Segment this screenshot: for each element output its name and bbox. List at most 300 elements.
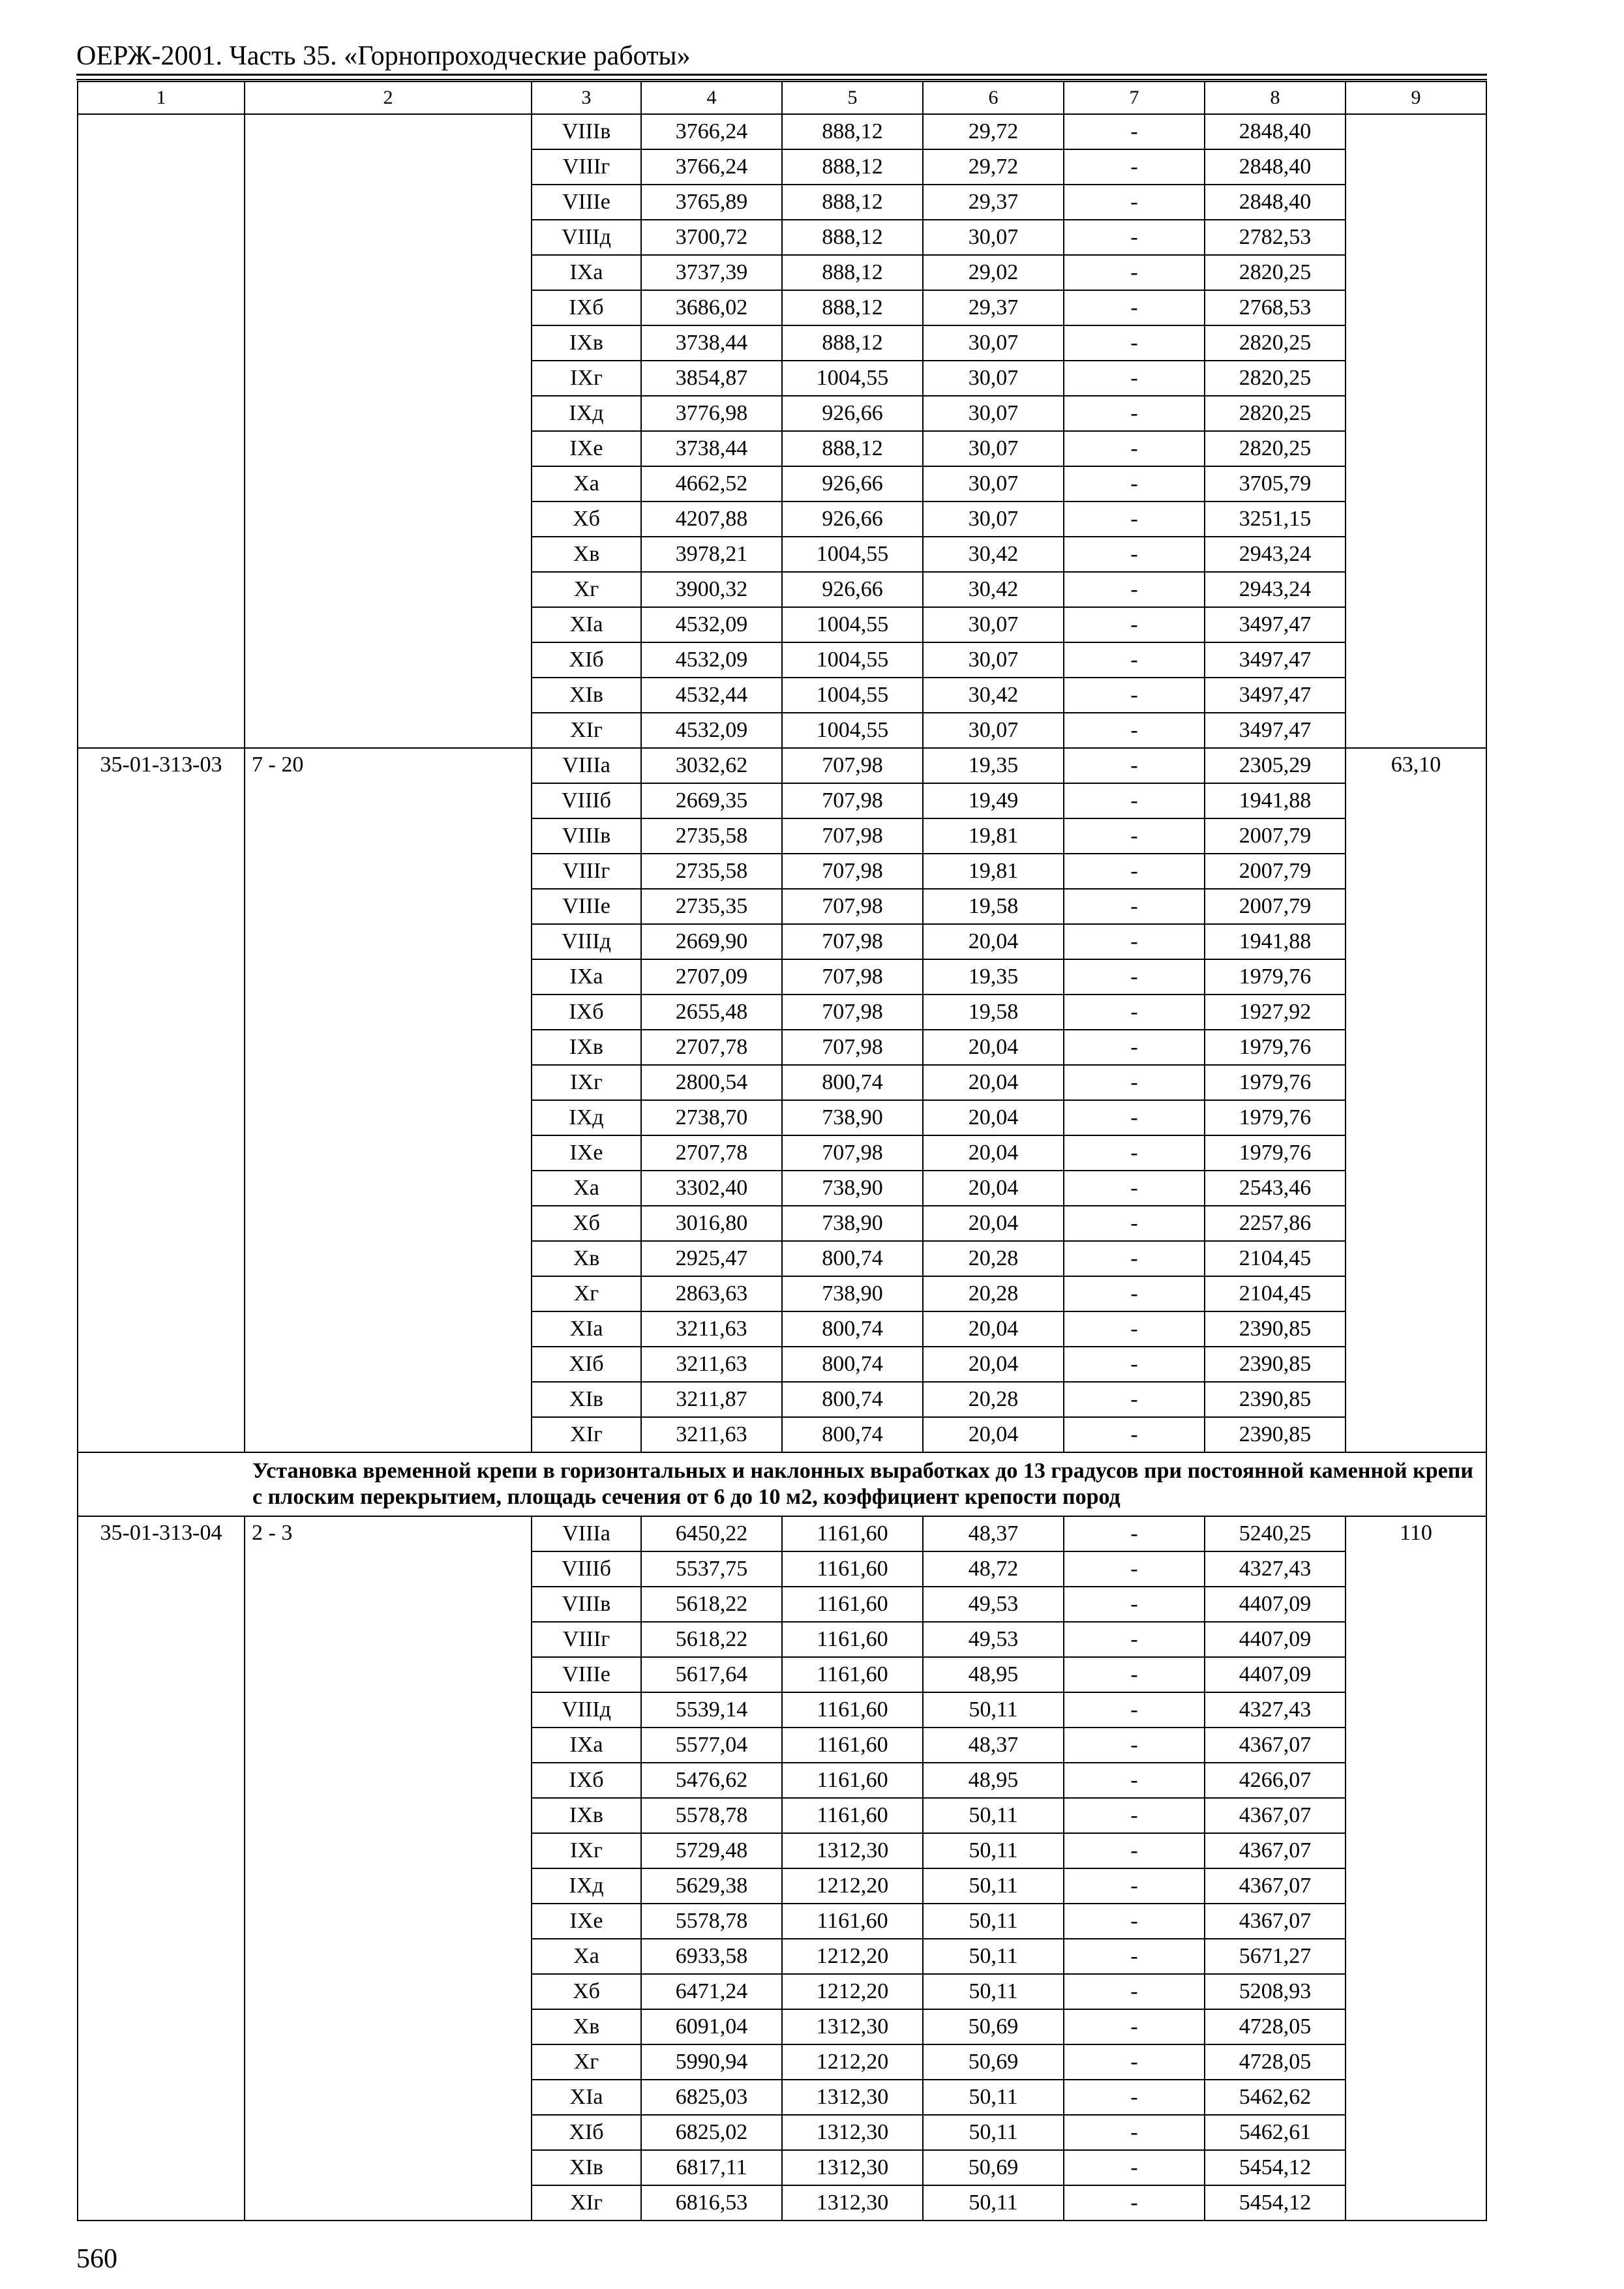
materials-cost: 2543,46 bbox=[1205, 1171, 1346, 1206]
materials-cost: 2848,40 bbox=[1205, 185, 1346, 220]
total-cost: 3776,98 bbox=[641, 396, 782, 431]
machine-cost: 19,58 bbox=[923, 995, 1064, 1030]
region-code: Xв bbox=[532, 1241, 641, 1276]
driver-wages: - bbox=[1064, 1206, 1205, 1241]
total-cost: 4532,09 bbox=[641, 642, 782, 678]
materials-cost: 2820,25 bbox=[1205, 361, 1346, 396]
region-code: IXд bbox=[532, 1868, 641, 1904]
price-table bbox=[77, 81, 1487, 2221]
total-cost: 5537,75 bbox=[641, 1551, 782, 1587]
driver-wages: - bbox=[1064, 2185, 1205, 2221]
driver-wages: - bbox=[1064, 1798, 1205, 1833]
driver-wages: - bbox=[1064, 854, 1205, 889]
driver-wages: - bbox=[1064, 255, 1205, 290]
wages: 926,66 bbox=[782, 466, 923, 501]
materials-cost: 1979,76 bbox=[1205, 959, 1346, 995]
region-code: VIIIе bbox=[532, 185, 641, 220]
region-code: IXг bbox=[532, 1833, 641, 1868]
driver-wages: - bbox=[1064, 1939, 1205, 1974]
machine-cost: 50,11 bbox=[923, 2185, 1064, 2221]
region-code: XIг bbox=[532, 713, 641, 748]
materials-cost: 5454,12 bbox=[1205, 2150, 1346, 2185]
region-code: IXа bbox=[532, 255, 641, 290]
driver-wages: - bbox=[1064, 2009, 1205, 2044]
wages: 707,98 bbox=[782, 854, 923, 889]
column-number: 4 bbox=[641, 82, 782, 114]
header-rule bbox=[76, 74, 1487, 76]
machine-cost: 20,04 bbox=[923, 1135, 1064, 1171]
machine-cost: 50,11 bbox=[923, 1798, 1064, 1833]
materials-cost: 1979,76 bbox=[1205, 1100, 1346, 1135]
wages: 1212,20 bbox=[782, 2044, 923, 2080]
driver-wages: - bbox=[1064, 1276, 1205, 1311]
machine-cost: 19,81 bbox=[923, 818, 1064, 854]
column-number: 6 bbox=[923, 82, 1064, 114]
column-number: 7 bbox=[1064, 82, 1205, 114]
materials-cost: 2104,45 bbox=[1205, 1276, 1346, 1311]
wages: 800,74 bbox=[782, 1417, 923, 1452]
region-code: XIа bbox=[532, 607, 641, 642]
region-code: XIб bbox=[532, 642, 641, 678]
driver-wages: - bbox=[1064, 748, 1205, 783]
machine-cost: 30,07 bbox=[923, 501, 1064, 537]
machine-cost: 29,72 bbox=[923, 149, 1064, 185]
machine-cost: 20,04 bbox=[923, 1171, 1064, 1206]
materials-cost: 5208,93 bbox=[1205, 1974, 1346, 2009]
region-code: XIа bbox=[532, 2080, 641, 2115]
driver-wages: - bbox=[1064, 2080, 1205, 2115]
driver-wages: - bbox=[1064, 290, 1205, 325]
wages: 707,98 bbox=[782, 959, 923, 995]
driver-wages: - bbox=[1064, 1382, 1205, 1417]
wages: 1161,60 bbox=[782, 1728, 923, 1763]
region-code: VIIIд bbox=[532, 924, 641, 959]
materials-cost: 4407,09 bbox=[1205, 1622, 1346, 1657]
materials-cost: 3497,47 bbox=[1205, 642, 1346, 678]
wages: 1004,55 bbox=[782, 361, 923, 396]
section-spacer-cell bbox=[78, 1452, 245, 1516]
total-cost: 2707,78 bbox=[641, 1030, 782, 1065]
total-cost: 3700,72 bbox=[641, 220, 782, 255]
region-code: VIIIб bbox=[532, 1551, 641, 1587]
region-code: VIIIг bbox=[532, 1622, 641, 1657]
region-code: Xв bbox=[532, 2009, 641, 2044]
machine-cost: 20,04 bbox=[923, 1347, 1064, 1382]
materials-cost: 3497,47 bbox=[1205, 713, 1346, 748]
region-code: IXв bbox=[532, 1030, 641, 1065]
region-code: XIб bbox=[532, 2115, 641, 2150]
region-code: VIIIв bbox=[532, 818, 641, 854]
total-cost: 3766,24 bbox=[641, 149, 782, 185]
total-cost: 5577,04 bbox=[641, 1728, 782, 1763]
materials-cost: 2104,45 bbox=[1205, 1241, 1346, 1276]
table-row bbox=[78, 1516, 1486, 1551]
machine-cost: 29,37 bbox=[923, 290, 1064, 325]
wages: 738,90 bbox=[782, 1100, 923, 1135]
region-code: Xа bbox=[532, 1939, 641, 1974]
materials-cost: 2768,53 bbox=[1205, 290, 1346, 325]
driver-wages: - bbox=[1064, 1100, 1205, 1135]
total-cost: 3738,44 bbox=[641, 431, 782, 466]
materials-cost: 2820,25 bbox=[1205, 396, 1346, 431]
machine-cost: 30,07 bbox=[923, 466, 1064, 501]
materials-cost: 5462,61 bbox=[1205, 2115, 1346, 2150]
hardness-range bbox=[245, 114, 532, 748]
wages: 888,12 bbox=[782, 431, 923, 466]
driver-wages: - bbox=[1064, 2044, 1205, 2080]
total-cost: 3766,24 bbox=[641, 114, 782, 149]
driver-wages: - bbox=[1064, 889, 1205, 924]
wages: 1212,20 bbox=[782, 1939, 923, 1974]
driver-wages: - bbox=[1064, 818, 1205, 854]
materials-cost: 3251,15 bbox=[1205, 501, 1346, 537]
machine-cost: 19,49 bbox=[923, 783, 1064, 818]
hardness-range: 7 - 20 bbox=[245, 748, 532, 1452]
table-body bbox=[78, 82, 1486, 2221]
table-row bbox=[78, 114, 1486, 149]
total-cost: 6933,58 bbox=[641, 1939, 782, 1974]
column-number-row bbox=[78, 82, 1486, 114]
wages: 888,12 bbox=[782, 325, 923, 361]
region-code: VIIIд bbox=[532, 220, 641, 255]
materials-cost: 2390,85 bbox=[1205, 1311, 1346, 1347]
wages: 926,66 bbox=[782, 396, 923, 431]
materials-cost: 4407,09 bbox=[1205, 1587, 1346, 1622]
machine-cost: 20,04 bbox=[923, 1065, 1064, 1100]
materials-cost: 4367,07 bbox=[1205, 1833, 1346, 1868]
wages: 800,74 bbox=[782, 1382, 923, 1417]
machine-cost: 20,04 bbox=[923, 1206, 1064, 1241]
region-code: IXд bbox=[532, 1100, 641, 1135]
materials-cost: 2305,29 bbox=[1205, 748, 1346, 783]
region-code: IXг bbox=[532, 1065, 641, 1100]
wages: 888,12 bbox=[782, 290, 923, 325]
column-number: 9 bbox=[1346, 82, 1486, 114]
driver-wages: - bbox=[1064, 1904, 1205, 1939]
region-code: VIIIг bbox=[532, 854, 641, 889]
total-cost: 2863,63 bbox=[641, 1276, 782, 1311]
materials-cost: 2943,24 bbox=[1205, 537, 1346, 572]
machine-cost: 19,58 bbox=[923, 889, 1064, 924]
wages: 800,74 bbox=[782, 1241, 923, 1276]
materials-cost: 5240,25 bbox=[1205, 1516, 1346, 1551]
wages: 707,98 bbox=[782, 748, 923, 783]
wages: 1312,30 bbox=[782, 2185, 923, 2221]
wages: 800,74 bbox=[782, 1347, 923, 1382]
materials-cost: 1941,88 bbox=[1205, 783, 1346, 818]
total-cost: 5578,78 bbox=[641, 1904, 782, 1939]
machine-cost: 30,07 bbox=[923, 642, 1064, 678]
total-cost: 5476,62 bbox=[641, 1763, 782, 1798]
header-rule-secondary bbox=[76, 79, 1487, 80]
machine-cost: 30,42 bbox=[923, 572, 1064, 607]
materials-cost: 2943,24 bbox=[1205, 572, 1346, 607]
materials-cost: 2848,40 bbox=[1205, 149, 1346, 185]
region-code: VIIIг bbox=[532, 149, 641, 185]
materials-cost: 2007,79 bbox=[1205, 889, 1346, 924]
region-code: IXв bbox=[532, 1798, 641, 1833]
machine-cost: 50,69 bbox=[923, 2009, 1064, 2044]
materials-cost: 4728,05 bbox=[1205, 2009, 1346, 2044]
column-number: 5 bbox=[782, 82, 923, 114]
driver-wages: - bbox=[1064, 1692, 1205, 1728]
wages: 1161,60 bbox=[782, 1798, 923, 1833]
region-code: Xб bbox=[532, 1974, 641, 2009]
region-code: XIв bbox=[532, 678, 641, 713]
total-cost: 5618,22 bbox=[641, 1622, 782, 1657]
materials-cost: 2820,25 bbox=[1205, 325, 1346, 361]
wages: 888,12 bbox=[782, 220, 923, 255]
materials-cost: 2848,40 bbox=[1205, 114, 1346, 149]
wages: 1161,60 bbox=[782, 1587, 923, 1622]
machine-cost: 48,37 bbox=[923, 1728, 1064, 1763]
driver-wages: - bbox=[1064, 607, 1205, 642]
wages: 800,74 bbox=[782, 1311, 923, 1347]
materials-cost: 3497,47 bbox=[1205, 607, 1346, 642]
wages: 1161,60 bbox=[782, 1763, 923, 1798]
total-cost: 4532,09 bbox=[641, 607, 782, 642]
machine-cost: 20,28 bbox=[923, 1276, 1064, 1311]
region-code: IXд bbox=[532, 396, 641, 431]
total-cost: 5617,64 bbox=[641, 1657, 782, 1692]
total-cost: 2655,48 bbox=[641, 995, 782, 1030]
total-cost: 5629,38 bbox=[641, 1868, 782, 1904]
materials-cost: 4407,09 bbox=[1205, 1657, 1346, 1692]
page-number: 560 bbox=[76, 2244, 117, 2274]
materials-cost: 3705,79 bbox=[1205, 466, 1346, 501]
total-cost: 2735,35 bbox=[641, 889, 782, 924]
driver-wages: - bbox=[1064, 924, 1205, 959]
region-code: Xг bbox=[532, 2044, 641, 2080]
machine-cost: 29,37 bbox=[923, 185, 1064, 220]
driver-wages: - bbox=[1064, 572, 1205, 607]
machine-cost: 48,95 bbox=[923, 1763, 1064, 1798]
region-code: IXе bbox=[532, 1904, 641, 1939]
wages: 1004,55 bbox=[782, 607, 923, 642]
total-cost: 2738,70 bbox=[641, 1100, 782, 1135]
machine-cost: 49,53 bbox=[923, 1587, 1064, 1622]
machine-cost: 30,42 bbox=[923, 678, 1064, 713]
total-cost: 4662,52 bbox=[641, 466, 782, 501]
total-cost: 5990,94 bbox=[641, 2044, 782, 2080]
region-code: Xг bbox=[532, 572, 641, 607]
materials-cost: 2390,85 bbox=[1205, 1382, 1346, 1417]
driver-wages: - bbox=[1064, 1622, 1205, 1657]
driver-wages: - bbox=[1064, 361, 1205, 396]
region-code: IXб bbox=[532, 290, 641, 325]
region-code: VIIIе bbox=[532, 889, 641, 924]
rate-code: 35-01-313-03 bbox=[78, 748, 245, 1452]
region-code: VIIIа bbox=[532, 1516, 641, 1551]
wages: 1312,30 bbox=[782, 2009, 923, 2044]
rate-code: 35-01-313-04 bbox=[78, 1516, 245, 2221]
column-number: 3 bbox=[532, 82, 641, 114]
total-cost: 2800,54 bbox=[641, 1065, 782, 1100]
total-cost: 3211,63 bbox=[641, 1311, 782, 1347]
wages: 1004,55 bbox=[782, 537, 923, 572]
wages: 1161,60 bbox=[782, 1904, 923, 1939]
driver-wages: - bbox=[1064, 185, 1205, 220]
column-number: 8 bbox=[1205, 82, 1346, 114]
wages: 738,90 bbox=[782, 1206, 923, 1241]
machine-cost: 50,11 bbox=[923, 1868, 1064, 1904]
wages: 707,98 bbox=[782, 924, 923, 959]
region-code: Xг bbox=[532, 1276, 641, 1311]
materials-cost: 4266,07 bbox=[1205, 1763, 1346, 1798]
machine-cost: 48,95 bbox=[923, 1657, 1064, 1692]
machine-cost: 50,11 bbox=[923, 1904, 1064, 1939]
materials-cost: 2257,86 bbox=[1205, 1206, 1346, 1241]
machine-cost: 50,11 bbox=[923, 1692, 1064, 1728]
total-cost: 3016,80 bbox=[641, 1206, 782, 1241]
region-code: IXе bbox=[532, 431, 641, 466]
wages: 1004,55 bbox=[782, 642, 923, 678]
materials-cost: 4327,43 bbox=[1205, 1692, 1346, 1728]
region-code: IXв bbox=[532, 325, 641, 361]
wages: 1312,30 bbox=[782, 2080, 923, 2115]
materials-cost: 2820,25 bbox=[1205, 255, 1346, 290]
total-cost: 2925,47 bbox=[641, 1241, 782, 1276]
wages: 888,12 bbox=[782, 255, 923, 290]
wages: 1212,20 bbox=[782, 1868, 923, 1904]
total-cost: 5539,14 bbox=[641, 1692, 782, 1728]
driver-wages: - bbox=[1064, 396, 1205, 431]
driver-wages: - bbox=[1064, 466, 1205, 501]
driver-wages: - bbox=[1064, 220, 1205, 255]
wages: 800,74 bbox=[782, 1065, 923, 1100]
materials-cost: 2820,25 bbox=[1205, 431, 1346, 466]
driver-wages: - bbox=[1064, 325, 1205, 361]
total-cost: 3854,87 bbox=[641, 361, 782, 396]
machine-cost: 20,04 bbox=[923, 1030, 1064, 1065]
section-row bbox=[78, 1452, 1486, 1516]
wages: 926,66 bbox=[782, 501, 923, 537]
total-cost: 6450,22 bbox=[641, 1516, 782, 1551]
materials-cost: 4367,07 bbox=[1205, 1868, 1346, 1904]
machine-cost: 19,35 bbox=[923, 748, 1064, 783]
region-code: VIIIе bbox=[532, 1657, 641, 1692]
materials-cost: 4367,07 bbox=[1205, 1798, 1346, 1833]
driver-wages: - bbox=[1064, 713, 1205, 748]
region-code: XIа bbox=[532, 1311, 641, 1347]
total-cost: 3211,63 bbox=[641, 1417, 782, 1452]
machine-cost: 30,07 bbox=[923, 607, 1064, 642]
driver-wages: - bbox=[1064, 114, 1205, 149]
region-code: Xв bbox=[532, 537, 641, 572]
wages: 1161,60 bbox=[782, 1657, 923, 1692]
region-code: IXе bbox=[532, 1135, 641, 1171]
materials-cost: 4367,07 bbox=[1205, 1904, 1346, 1939]
region-code: IXб bbox=[532, 1763, 641, 1798]
region-code: XIв bbox=[532, 2150, 641, 2185]
machine-cost: 30,07 bbox=[923, 361, 1064, 396]
driver-wages: - bbox=[1064, 1657, 1205, 1692]
materials-cost: 1979,76 bbox=[1205, 1135, 1346, 1171]
machine-cost: 50,11 bbox=[923, 1974, 1064, 2009]
total-cost: 6825,03 bbox=[641, 2080, 782, 2115]
region-code: IXа bbox=[532, 959, 641, 995]
machine-cost: 20,04 bbox=[923, 1417, 1064, 1452]
wages: 707,98 bbox=[782, 1030, 923, 1065]
wages: 1161,60 bbox=[782, 1551, 923, 1587]
total-cost: 3211,63 bbox=[641, 1347, 782, 1382]
machine-cost: 50,69 bbox=[923, 2044, 1064, 2080]
total-cost: 4532,09 bbox=[641, 713, 782, 748]
materials-cost: 4327,43 bbox=[1205, 1551, 1346, 1587]
region-code: XIв bbox=[532, 1382, 641, 1417]
total-cost: 6091,04 bbox=[641, 2009, 782, 2044]
machine-cost: 30,42 bbox=[923, 537, 1064, 572]
region-code: XIг bbox=[532, 1417, 641, 1452]
region-code: Xб bbox=[532, 501, 641, 537]
wages: 1312,30 bbox=[782, 2150, 923, 2185]
total-cost: 2669,90 bbox=[641, 924, 782, 959]
machine-cost: 20,28 bbox=[923, 1382, 1064, 1417]
region-code: VIIIв bbox=[532, 1587, 641, 1622]
total-cost: 2735,58 bbox=[641, 818, 782, 854]
total-cost: 2707,09 bbox=[641, 959, 782, 995]
table-row bbox=[78, 748, 1486, 783]
materials-cost: 2390,85 bbox=[1205, 1347, 1346, 1382]
wages: 707,98 bbox=[782, 783, 923, 818]
machine-cost: 30,07 bbox=[923, 431, 1064, 466]
rate-code bbox=[78, 114, 245, 748]
materials-cost: 2782,53 bbox=[1205, 220, 1346, 255]
driver-wages: - bbox=[1064, 1587, 1205, 1622]
driver-wages: - bbox=[1064, 1728, 1205, 1763]
driver-wages: - bbox=[1064, 1974, 1205, 2009]
machine-cost: 48,72 bbox=[923, 1551, 1064, 1587]
driver-wages: - bbox=[1064, 995, 1205, 1030]
section-title: Установка временной крепи в горизонтальных и наклонных выработках до 13 градусов при постоянной каменной крепи с плоским перекрытием, площадь сечения от 6 до 10 м2, коэффициент крепости пород bbox=[245, 1452, 1486, 1516]
materials-cost: 4367,07 bbox=[1205, 1728, 1346, 1763]
machine-cost: 30,07 bbox=[923, 713, 1064, 748]
total-cost: 2669,35 bbox=[641, 783, 782, 818]
materials-cost: 3497,47 bbox=[1205, 678, 1346, 713]
materials-cost: 4728,05 bbox=[1205, 2044, 1346, 2080]
column-number: 2 bbox=[245, 82, 532, 114]
wages: 1312,30 bbox=[782, 2115, 923, 2150]
total-cost: 3738,44 bbox=[641, 325, 782, 361]
driver-wages: - bbox=[1064, 1763, 1205, 1798]
region-code: Xа bbox=[532, 1171, 641, 1206]
wages: 1161,60 bbox=[782, 1692, 923, 1728]
driver-wages: - bbox=[1064, 1065, 1205, 1100]
total-cost: 3302,40 bbox=[641, 1171, 782, 1206]
total-cost: 5729,48 bbox=[641, 1833, 782, 1868]
materials-cost: 5671,27 bbox=[1205, 1939, 1346, 1974]
machine-cost: 20,04 bbox=[923, 924, 1064, 959]
wages: 738,90 bbox=[782, 1171, 923, 1206]
materials-cost: 1927,92 bbox=[1205, 995, 1346, 1030]
driver-wages: - bbox=[1064, 783, 1205, 818]
driver-wages: - bbox=[1064, 1311, 1205, 1347]
region-code: XIб bbox=[532, 1347, 641, 1382]
machine-cost: 19,81 bbox=[923, 854, 1064, 889]
wages: 707,98 bbox=[782, 818, 923, 854]
materials-cost: 5462,62 bbox=[1205, 2080, 1346, 2115]
region-code: IXг bbox=[532, 361, 641, 396]
driver-wages: - bbox=[1064, 1241, 1205, 1276]
wages: 707,98 bbox=[782, 1135, 923, 1171]
labor-cost-note bbox=[1346, 114, 1486, 748]
total-cost: 6471,24 bbox=[641, 1974, 782, 2009]
machine-cost: 20,28 bbox=[923, 1241, 1064, 1276]
driver-wages: - bbox=[1064, 1868, 1205, 1904]
materials-cost: 2390,85 bbox=[1205, 1417, 1346, 1452]
region-code: IXа bbox=[532, 1728, 641, 1763]
total-cost: 3686,02 bbox=[641, 290, 782, 325]
